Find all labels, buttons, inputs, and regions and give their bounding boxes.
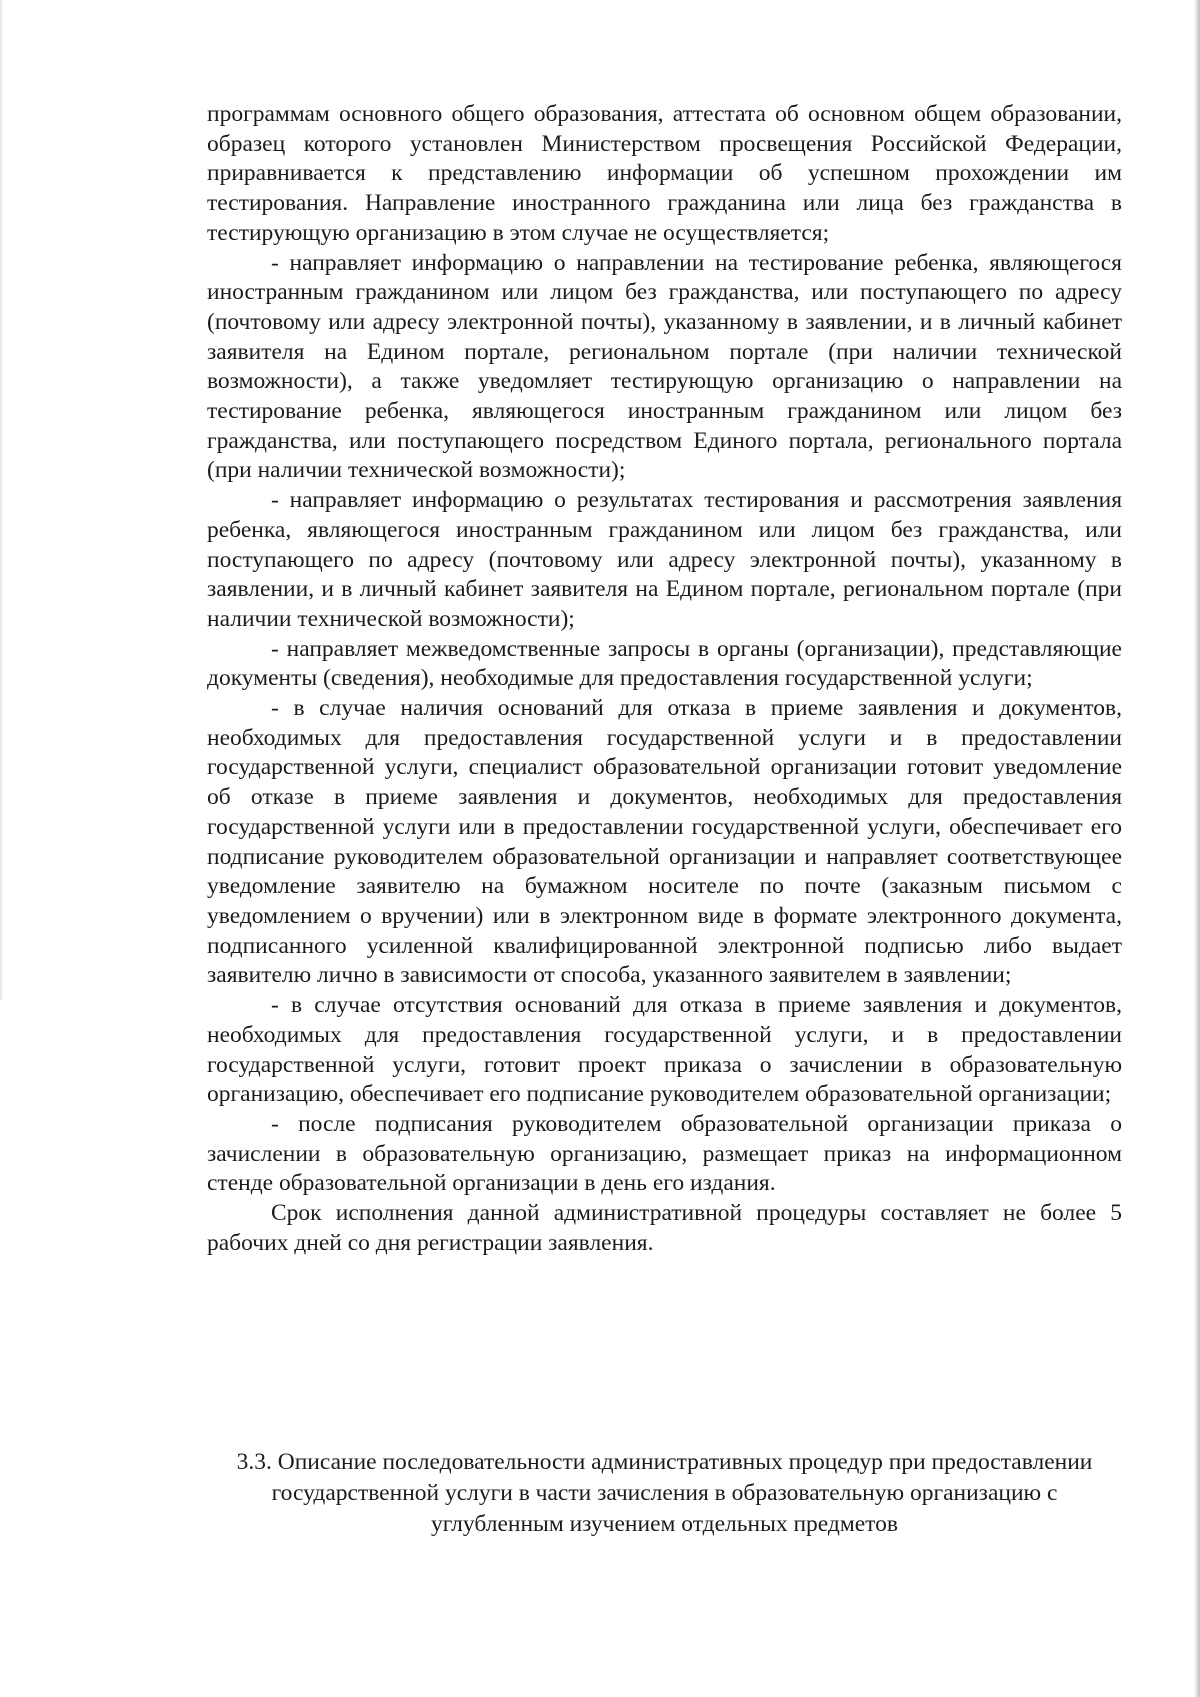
scan-edge-right [1194, 0, 1200, 1697]
paragraph-deadline: Срок исполнения данной административной процедуры составляет не более 5 рабочих дней со дня регистрации заявления. [207, 1200, 1122, 1256]
paragraph-continuation: программам основного общего образования, аттестата об основном общем образовании, образец которого установлен Министерством просвещения Российской Федерации, приравнивается к представлению информации об успешном прохождении им тестирования. Направление иностранного гражданина или лица без гражданства в тестирующую организацию в этом случае не осуществляется; [207, 101, 1122, 246]
paragraph-no-refusal-grounds: - в случае отсутствия оснований для отказа в приеме заявления и документов, необходимых для предоставления государственной услуги, и в предоставлении государственной услуги, готовит проект приказа о зачислении в образовательную организацию, обеспечивает его подписание руководителем образовательной организации; [207, 992, 1122, 1108]
document-body [207, 100, 1122, 1258]
paragraph-interagency-requests: - направляет межведомственные запросы в органы (организации), представляющие документы (сведения), необходимые для предоставления государственной услуги; [207, 635, 1122, 692]
paragraph-refusal-grounds: - в случае наличия оснований для отказа в приеме заявления и документов, необходимых для предоставления государственной услуги и в предоставлении государственной услуги, специалист образовательной организации готовит уведомление об отказе в приеме заявления и документов, необходимых для предоставления государственной услуги или в предоставлении государственной услуги, обеспечивает его подписание руководителем образовательной организации и направляет соответствующее уведомление заявителю на бумажном носителе по почте (заказным письмом с уведомлением о вручении) или в электронном виде в формате электронного документа, подписанного усиленной квалифицированной электронной подписью либо выдает заявителю лично в зависимости от способа, указанного заявителем в заявлении; [207, 695, 1122, 989]
paragraph-testing-results: - направляет информацию о результатах тестирования и рассмотрения заявления ребенка, являющегося иностранным гражданином или лицом без гражданства, или поступающего по адресу (почтовому или адресу электронной почты), указанному в заявлении, и в личный кабинет заявителя на Едином портале, региональном портале (при наличии технической возможности); [207, 487, 1122, 632]
paragraph-order-publication: - после подписания руководителем образовательной организации приказа о зачислении в образовательную организацию, размещает приказ на информационном стенде образовательной организации в день его издания. [207, 1110, 1122, 1197]
scan-edge-left [0, 0, 3, 1000]
paragraph-testing-referral: - направляет информацию о направлении на тестирование ребенка, являющегося иностранным гражданином или лицом без гражданства, или поступающего по адресу (почтовому или адресу электронной почты), указанному в заявлении, и в личный кабинет заявителя на Едином портале, региональном портале (при наличии технической возможности), а также уведомляет тестирующую организацию о направлении на тестирование ребенка, являющегося иностранным гражданином или лицом без гражданства, или поступающего посредством Единого портала, регионального портала (при наличии технической возможности); [207, 249, 1122, 484]
section-heading: 3.3. Описание последовательности административных процедур при предоставлении государственной услуги в части зачисления в образовательную организацию с углубленным изучением отдельных предметов [236, 1449, 1093, 1537]
